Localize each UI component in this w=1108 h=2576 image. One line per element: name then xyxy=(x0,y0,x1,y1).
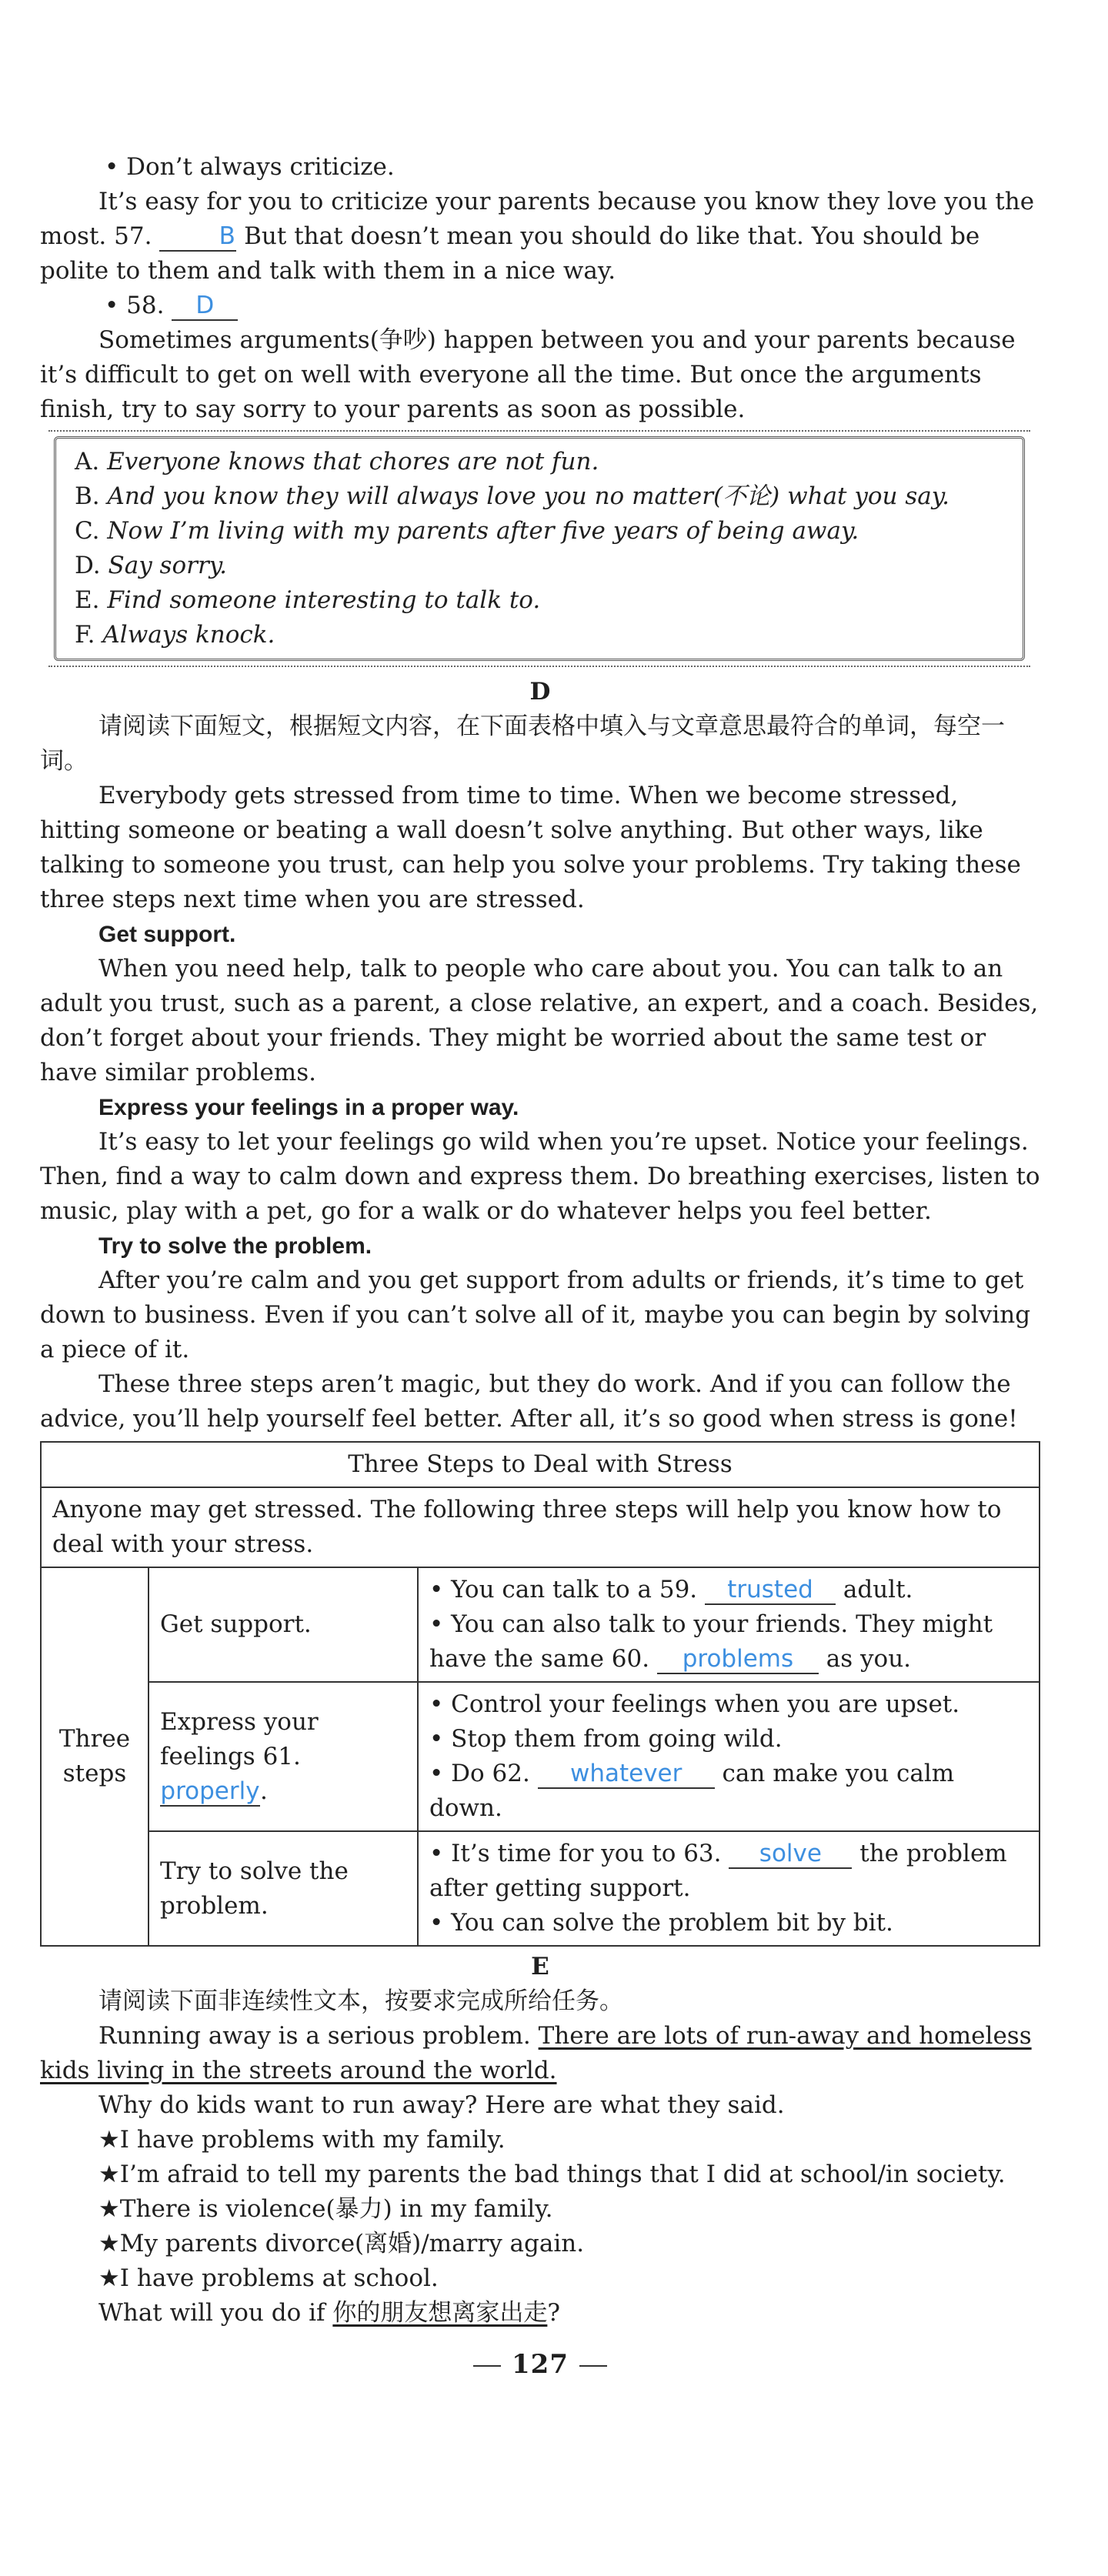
table-title: Three Steps to Deal with Stress xyxy=(41,1442,1040,1487)
answer-61[interactable]: properly xyxy=(160,1777,260,1805)
answer-60[interactable]: problems xyxy=(657,1645,819,1674)
paragraph-feelings: It’s easy to let your feelings go wild when you’re upset. Notice your feelings. Then, find a way to calm down and express them. Do breathing exercises, listen to music, play with a pet, go for a walk or do whatever helps you feel better. xyxy=(40,1128,1040,1225)
paragraph-running-away: Running away is a serious problem. There are lots of run-away and homeless kids living in the streets around the world. xyxy=(40,2022,1032,2084)
section-e-label: E xyxy=(531,1953,549,1980)
table-row2-content: • Control your feelings when you are upset. • Stop them from going wild. • Do 62. whatever can make you calm down. xyxy=(418,1682,1040,1831)
page-number: 127 xyxy=(40,2347,1040,2382)
star-item: ★I have problems at school. xyxy=(98,2264,439,2292)
paragraph-solve: After you’re calm and you get support from adults or friends, it’s time to get down to business. Even if you can’t solve all of it, maybe you can begin by solving a piece of it. xyxy=(40,1266,1031,1363)
star-item: ★My parents divorce(离婚)/marry again. xyxy=(98,2230,585,2257)
option-b: B. And you know they will always love you no matter(不论) what you say. xyxy=(75,482,950,510)
star-icon: ★ xyxy=(98,2161,120,2188)
paragraph-intro: Everybody gets stressed from time to time. When we become stressed, hitting someone or beating a wall doesn’t solve anything. But other ways, like talking to someone you trust, can help you solve your problems. Try taking these three steps next time when you are stressed. xyxy=(40,782,1021,913)
paragraph-support: When you need help, talk to people who care about you. You can talk to an adult you trust, such as a parent, a close relative, an expert, and a coach. Besides, don’t forget about your friends. They might be worried about the same test or have similar problems. xyxy=(40,955,1039,1086)
option-f: F. Always knock. xyxy=(75,621,275,649)
star-icon: ★ xyxy=(98,2195,120,2223)
table-row1-content xyxy=(418,1567,1040,1682)
table-intro: Anyone may get stressed. The following three steps will help you know how to deal with your stress. xyxy=(41,1487,1040,1567)
heading-solve-problem: Try to solve the problem. xyxy=(98,1233,372,1259)
table-row3-content: • It’s time for you to 63. solve the problem after getting support. • You can solve the problem bit by bit. xyxy=(418,1831,1040,1946)
heading-express-feelings: Express your feelings in a proper way. xyxy=(98,1095,519,1120)
answer-59[interactable]: trusted xyxy=(705,1576,836,1605)
answer-57[interactable]: B xyxy=(159,222,236,252)
table-left-label: Three steps xyxy=(41,1567,149,1946)
steps-table xyxy=(40,1441,1040,1947)
table-row2-label: Express your feelings 61. properly. xyxy=(149,1682,418,1831)
bullet-58: • 58. D xyxy=(40,289,1040,323)
table-row3-label: Try to solve the problem. xyxy=(149,1831,418,1946)
star-item: ★There is violence(暴力) in my family. xyxy=(98,2195,553,2223)
heading-get-support: Get support. xyxy=(98,922,236,947)
options-box xyxy=(54,436,1025,661)
paragraph-conclusion: These three steps aren’t magic, but they do work. And if you can follow the advice, you’ll help yourself feel better. After all, it’s so good when stress is gone! xyxy=(40,1370,1018,1433)
paragraph-why: Why do kids want to run away? Here are what they said. xyxy=(98,2091,785,2119)
option-c: C. Now I’m living with my parents after five years of being away. xyxy=(75,517,859,545)
star-icon: ★ xyxy=(98,2264,120,2292)
paragraph-arguments: Sometimes arguments(争吵) happen between you and your parents because it’s difficult to get on well with everyone all the time. But once the arguments finish, try to say sorry to your parents as soon as possible. xyxy=(40,326,1016,423)
paragraph-criticize: It’s easy for you to criticize your parents because you know they love you the most. 57. B But that doesn’t mean you should do like that. You should be polite to them and talk with them in a nice way. xyxy=(40,188,1035,285)
question: What will you do if 你的朋友想离家出走? xyxy=(98,2299,560,2327)
answer-63[interactable]: solve xyxy=(729,1840,852,1869)
star-item: ★I have problems with my family. xyxy=(98,2126,506,2154)
answer-62[interactable]: whatever xyxy=(538,1760,715,1789)
answer-58[interactable]: D xyxy=(172,292,238,321)
option-a: A. Everyone knows that chores are not fun. xyxy=(75,448,599,475)
star-icon: ★ xyxy=(98,2126,120,2154)
option-d: D. Say sorry. xyxy=(75,552,228,579)
row1-line2: • You can also talk to your friends. They might have the same 60. problems as you. xyxy=(429,1610,993,1673)
section-d-instruction: 请阅读下面短文，根据短文内容，在下面表格中填入与文章意思最符合的单词，每空一词。 xyxy=(40,712,1005,775)
section-e-instruction: 请阅读下面非连续性文本，按要求完成所给任务。 xyxy=(98,1987,623,2015)
page-content xyxy=(40,150,1040,2382)
bullet-57: • Don’t always criticize. xyxy=(105,153,395,181)
option-e: E. Find someone interesting to talk to. xyxy=(75,586,541,614)
table-row1-label: Get support. xyxy=(149,1567,418,1682)
star-icon: ★ xyxy=(98,2230,120,2257)
star-item: ★I’m afraid to tell my parents the bad things that I did at school/in society. xyxy=(98,2161,1006,2188)
section-d-label: D xyxy=(529,678,551,706)
row1-line1: • You can talk to a 59. trusted adult. xyxy=(429,1576,913,1603)
